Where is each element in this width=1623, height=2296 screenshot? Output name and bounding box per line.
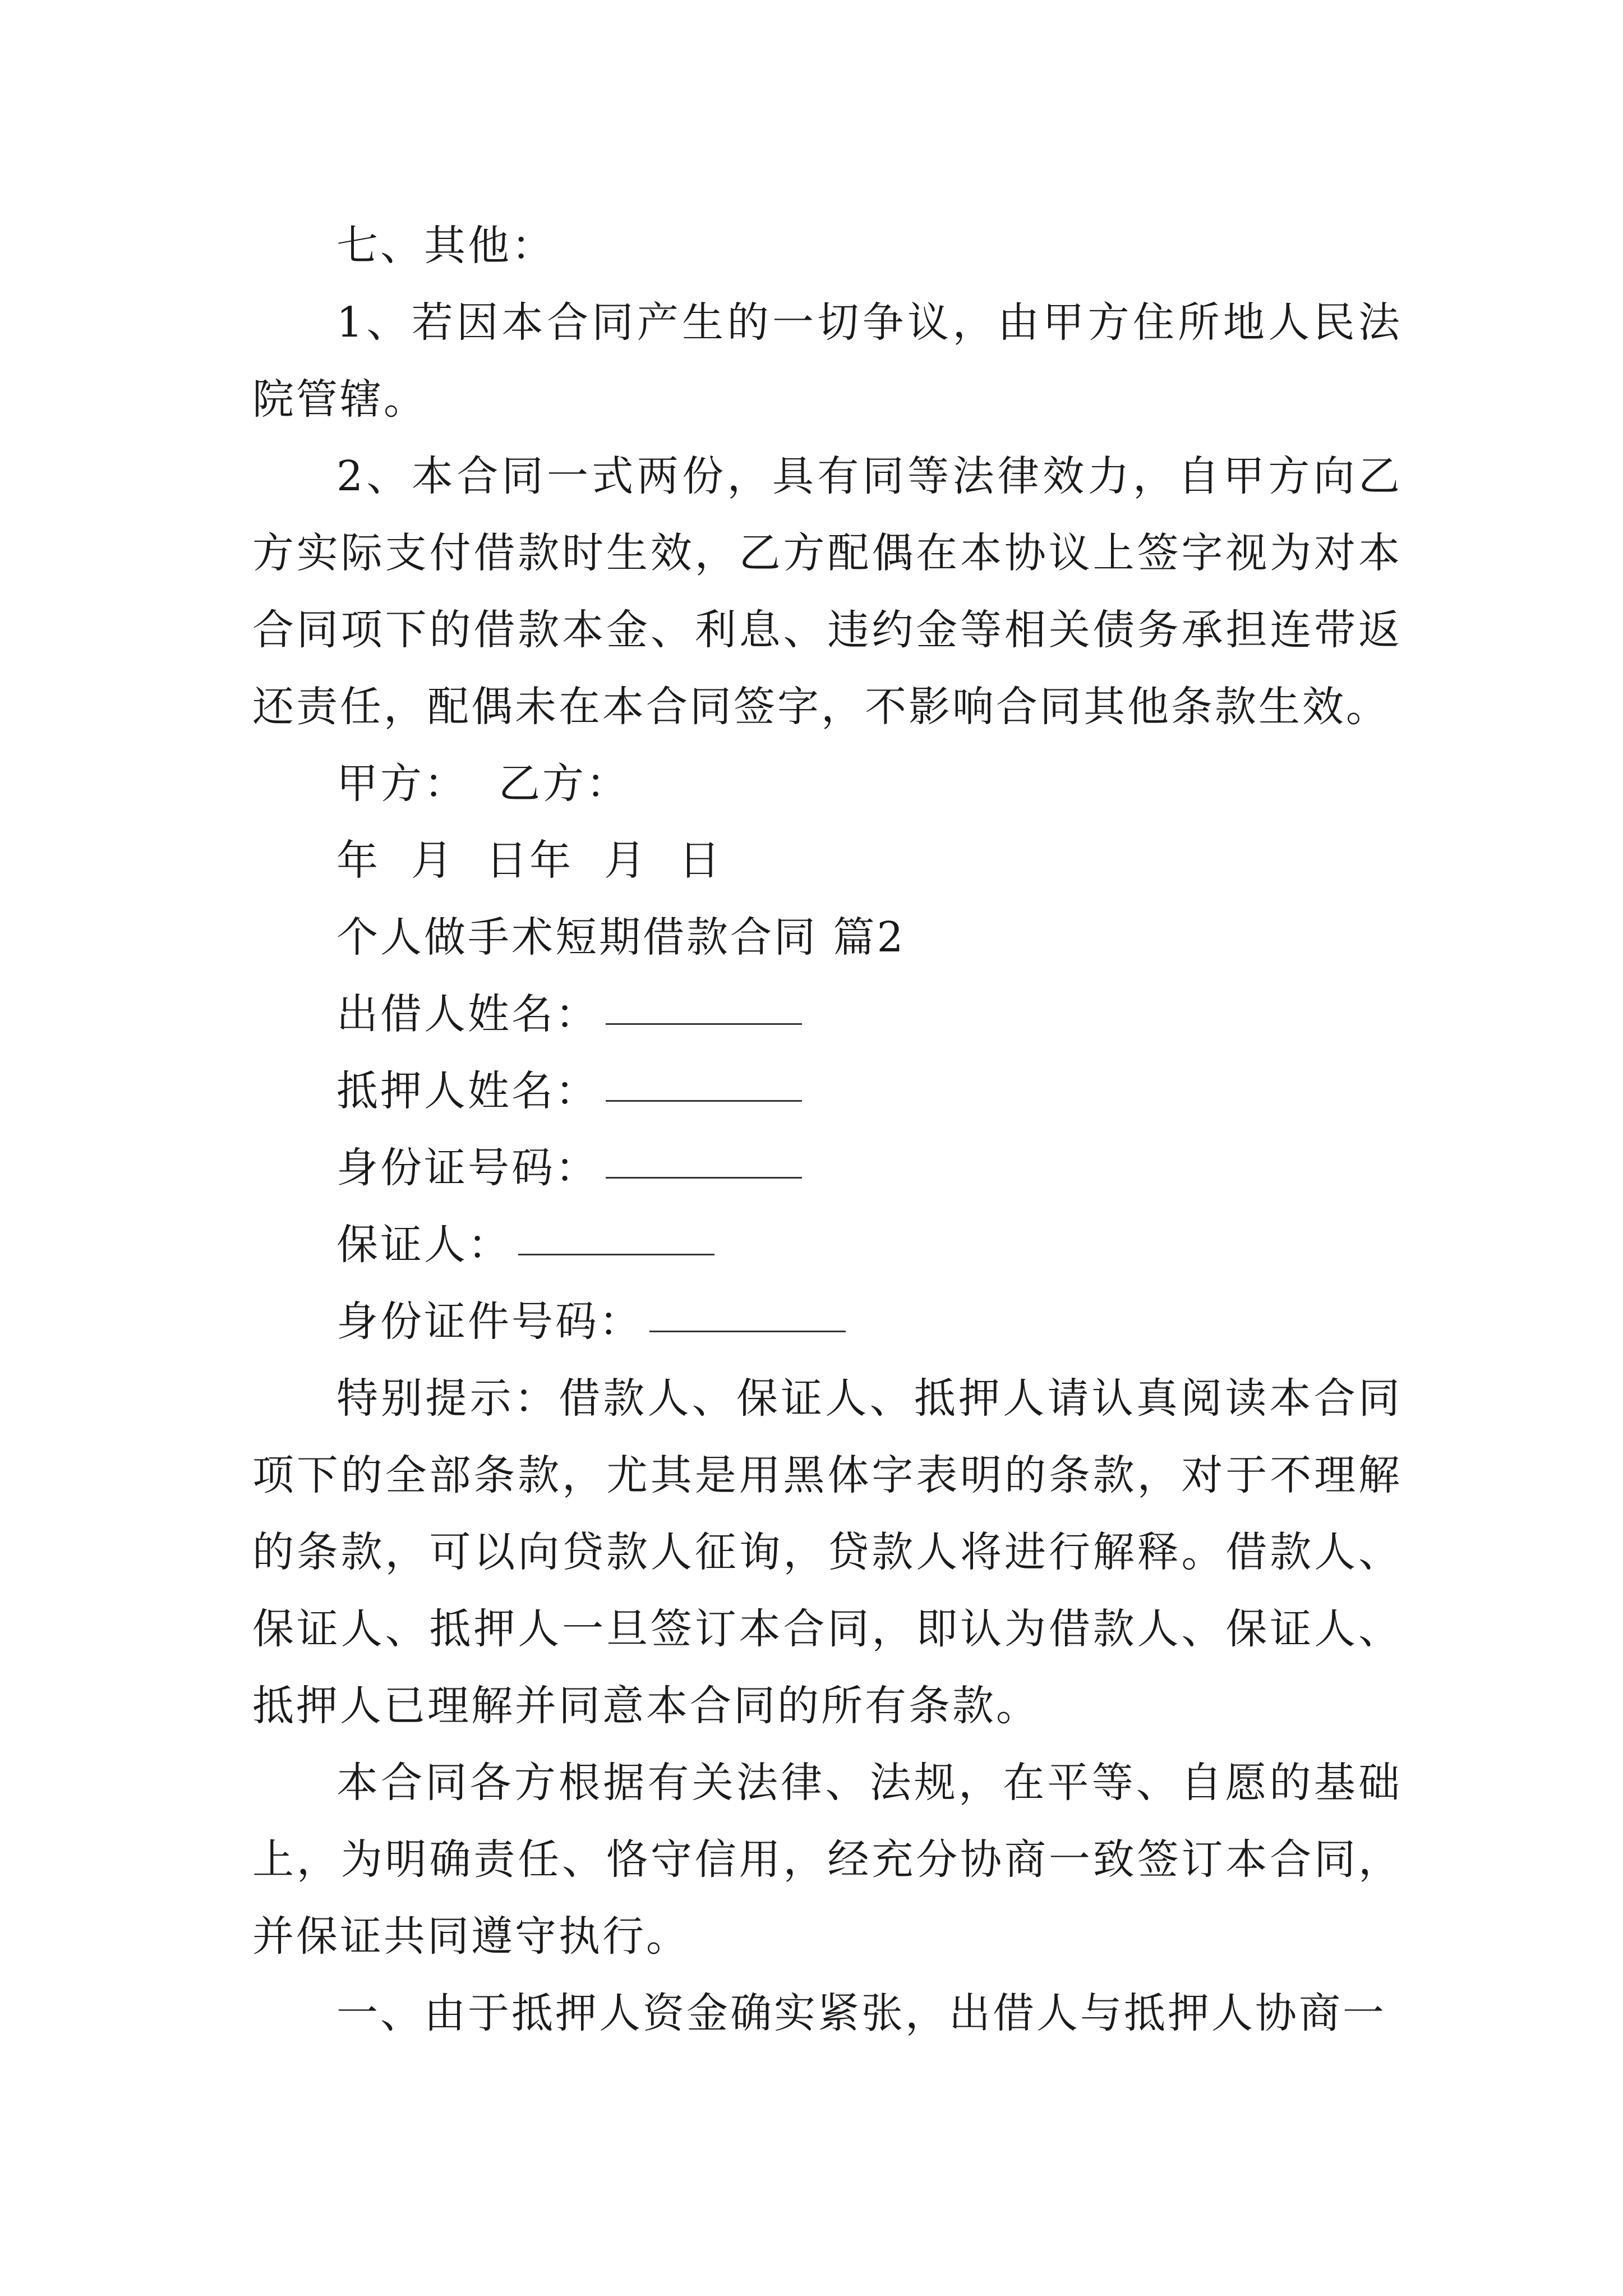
- guarantor-field: [252, 1207, 1402, 1283]
- id-number-field: [252, 1130, 1402, 1207]
- document-body: [252, 208, 1402, 2052]
- id-document-number-blank[interactable]: [649, 1328, 846, 1332]
- mortgagor-name-label: 抵押人姓名：: [336, 1067, 599, 1115]
- section-heading-other: 七、其他：: [336, 222, 555, 270]
- mortgagor-name-field: [252, 1053, 1402, 1130]
- id-document-number-field: [252, 1283, 1402, 1360]
- id-number-blank[interactable]: [606, 1175, 802, 1179]
- guarantor-label: 保证人：: [336, 1221, 511, 1269]
- signature-parties: 甲方： 乙方：: [336, 760, 630, 808]
- lender-name-blank[interactable]: [606, 1021, 802, 1025]
- id-number-label: 身份证号码：: [336, 1144, 599, 1192]
- mortgagor-name-blank[interactable]: [606, 1098, 802, 1102]
- special-notice: 特别提示：借款人、保证人、抵押人请认真阅读本合同项下的全部条款，尤其是用黑体字表明的条款，对于不理解的条款，可以向贷款人征询，贷款人将进行解释。借款人、保证人、抵押人一旦签订本合同，即认为借款人、保证人、抵押人已理解并同意本合同的所有条款。: [252, 1374, 1402, 1730]
- preamble: 本合同各方根据有关法律、法规，在平等、自愿的基础上，为明确责任、恪守信用，经充分协商一致签订本合同，并保证共同遵守执行。: [252, 1759, 1402, 1961]
- id-document-number-label: 身份证件号码：: [336, 1297, 643, 1346]
- lender-name-label: 出借人姓名：: [336, 990, 599, 1038]
- lender-name-field: [252, 976, 1402, 1053]
- clause-effect: 2、本合同一式两份，具有同等法律效力，自甲方向乙方实际支付借款时生效，乙方配偶在本协议上签字视为对本合同项下的借款本金、利息、违约金等相关债务承担连带返还责任，配偶未在本合同签字，不影响合同其他条款生效。: [252, 452, 1402, 731]
- contract-title: 个人做手术短期借款合同 篇2: [336, 913, 906, 961]
- guarantor-blank[interactable]: [518, 1251, 714, 1255]
- clause-dispute: 1、若因本合同产生的一切争议，由甲方住所地人民法院管辖。: [252, 298, 1402, 424]
- signature-dates: 年 月 日年 月 日: [336, 836, 723, 885]
- clause-one: 一、由于抵押人资金确实紧张，出借人与抵押人协商一: [336, 1989, 1386, 2037]
